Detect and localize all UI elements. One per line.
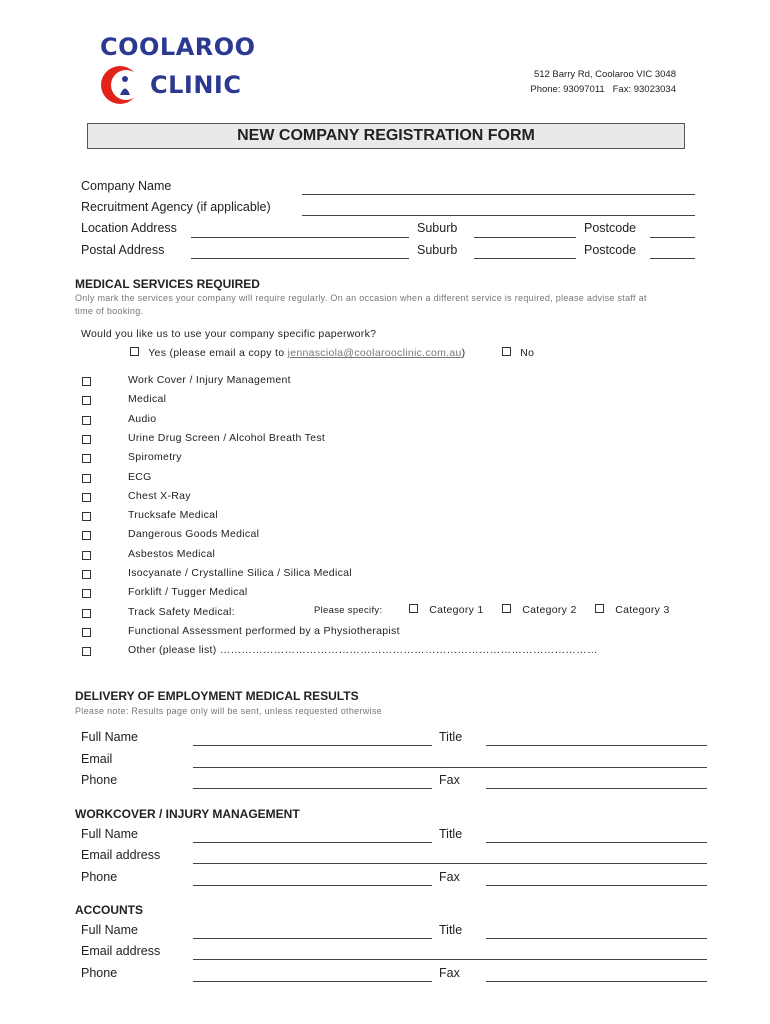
postal-suburb-field[interactable] xyxy=(474,258,576,259)
service-label: Functional Assessment performed by a Physiotherapist xyxy=(128,625,400,637)
paperwork-yes-close: ) xyxy=(461,347,466,359)
clinic-logo xyxy=(100,33,256,105)
address-phone-fax: Phone: 93097011 Fax: 93023034 xyxy=(530,84,676,95)
service-checkbox[interactable] xyxy=(82,531,91,540)
service-label: Forklift / Tugger Medical xyxy=(128,586,248,598)
postal-address-label: Postal Address xyxy=(81,243,165,257)
service-checkbox[interactable] xyxy=(82,493,91,502)
workcover-phone-label: Phone xyxy=(81,870,118,884)
workcover-title-field[interactable] xyxy=(486,842,707,843)
category-3-checkbox[interactable] xyxy=(595,604,604,613)
service-label: Dangerous Goods Medical xyxy=(128,528,260,540)
paperwork-no-checkbox[interactable] xyxy=(502,347,511,356)
accounts-full-name-label: Full Name xyxy=(81,923,138,937)
delivery-fax-label: Fax xyxy=(439,773,460,787)
address-street: 512 Barry Rd, Coolaroo VIC 3048 xyxy=(533,69,676,80)
please-specify-label: Please specify: xyxy=(314,605,383,616)
service-label: Chest X-Ray xyxy=(128,490,191,502)
service-checkbox[interactable] xyxy=(82,589,91,598)
company-name-label: Company Name xyxy=(81,179,172,193)
location-suburb-field[interactable] xyxy=(474,237,576,238)
delivery-note: Please note: Results page only will be sent, unless requested otherwise xyxy=(75,706,382,716)
clinic-address xyxy=(530,67,676,97)
service-checkbox[interactable] xyxy=(82,474,91,483)
workcover-email-field[interactable] xyxy=(193,863,707,864)
workcover-full-name-label: Full Name xyxy=(81,827,138,841)
service-label: Medical xyxy=(128,393,167,405)
logo-crescent-icon xyxy=(100,65,140,105)
paperwork-email-link[interactable]: jennasciola@coolarooclinic.com.au xyxy=(287,347,462,359)
delivery-email-label: Email xyxy=(81,752,113,766)
workcover-email-label: Email address xyxy=(81,848,161,862)
service-label: Isocyanate / Crystalline Silica / Silica Medical xyxy=(128,567,352,579)
service-checkbox[interactable] xyxy=(82,570,91,579)
postal-address-field[interactable] xyxy=(191,258,409,259)
category-1-checkbox[interactable] xyxy=(409,604,418,613)
service-checkbox[interactable] xyxy=(82,647,91,656)
delivery-phone-field[interactable] xyxy=(193,788,432,789)
service-label: Spirometry xyxy=(128,451,182,463)
paperwork-yes-label: Yes (please email a copy to xyxy=(148,347,288,359)
service-label: Work Cover / Injury Management xyxy=(128,374,291,386)
logo-line2: CLINIC xyxy=(150,71,242,99)
paperwork-no-option[interactable] xyxy=(502,347,534,359)
medical-note-line1: Only mark the services your company will require regularly. On an occasion when a different service is required, please advise staff at xyxy=(75,293,647,303)
service-label: Urine Drug Screen / Alcohol Breath Test xyxy=(128,432,326,444)
delivery-fax-field[interactable] xyxy=(486,788,707,789)
service-checkbox[interactable] xyxy=(82,416,91,425)
delivery-full-name-field[interactable] xyxy=(193,745,432,746)
service-label: Asbestos Medical xyxy=(128,548,216,560)
postal-suburb-label: Suburb xyxy=(417,243,458,257)
logo-line1: COOLAROO xyxy=(100,33,256,61)
category-3-option[interactable] xyxy=(595,604,670,616)
form-title: NEW COMPANY REGISTRATION FORM xyxy=(87,123,685,149)
service-checkbox[interactable] xyxy=(82,377,91,386)
company-name-field[interactable] xyxy=(302,194,695,195)
service-checkbox[interactable] xyxy=(82,551,91,560)
accounts-heading: ACCOUNTS xyxy=(75,903,143,917)
delivery-heading: DELIVERY OF EMPLOYMENT MEDICAL RESULTS xyxy=(75,689,359,703)
service-checkbox[interactable] xyxy=(82,512,91,521)
medical-note-line2: time of booking. xyxy=(75,306,144,316)
location-postcode-label: Postcode xyxy=(584,221,637,235)
paperwork-yes-option[interactable] xyxy=(130,347,465,359)
accounts-fax-label: Fax xyxy=(439,966,460,980)
workcover-phone-field[interactable] xyxy=(193,885,432,886)
service-checkbox[interactable] xyxy=(82,609,91,618)
delivery-title-label: Title xyxy=(439,730,463,744)
paperwork-no-label: No xyxy=(520,347,535,359)
medical-services-heading: MEDICAL SERVICES REQUIRED xyxy=(75,277,260,291)
category-1-option[interactable] xyxy=(409,604,484,616)
delivery-title-field[interactable] xyxy=(486,745,707,746)
workcover-full-name-field[interactable] xyxy=(193,842,432,843)
category-1-label: Category 1 xyxy=(429,604,484,616)
accounts-fax-field[interactable] xyxy=(486,981,707,982)
service-checkbox[interactable] xyxy=(82,454,91,463)
service-checkbox[interactable] xyxy=(82,435,91,444)
agency-label: Recruitment Agency (if applicable) xyxy=(81,200,271,214)
accounts-full-name-field[interactable] xyxy=(193,938,432,939)
workcover-fax-field[interactable] xyxy=(486,885,707,886)
paperwork-question: Would you like us to use your company specific paperwork? xyxy=(81,328,377,340)
paperwork-yes-checkbox[interactable] xyxy=(130,347,139,356)
accounts-email-field[interactable] xyxy=(193,959,707,960)
category-2-checkbox[interactable] xyxy=(502,604,511,613)
location-postcode-field[interactable] xyxy=(650,237,695,238)
delivery-full-name-label: Full Name xyxy=(81,730,138,744)
workcover-title-label: Title xyxy=(439,827,463,841)
workcover-fax-label: Fax xyxy=(439,870,460,884)
postal-postcode-label: Postcode xyxy=(584,243,637,257)
accounts-phone-label: Phone xyxy=(81,966,118,980)
service-checkbox[interactable] xyxy=(82,396,91,405)
location-address-field[interactable] xyxy=(191,237,409,238)
location-suburb-label: Suburb xyxy=(417,221,458,235)
category-2-option[interactable] xyxy=(502,604,577,616)
service-label: Trucksafe Medical xyxy=(128,509,218,521)
accounts-phone-field[interactable] xyxy=(193,981,432,982)
service-label: Other (please list) …………………………………………………………………………………………… xyxy=(128,644,598,656)
service-checkbox[interactable] xyxy=(82,628,91,637)
accounts-email-label: Email address xyxy=(81,944,161,958)
location-address-label: Location Address xyxy=(81,221,177,235)
service-label: Track Safety Medical: xyxy=(128,606,235,618)
postal-postcode-field[interactable] xyxy=(650,258,695,259)
workcover-heading: WORKCOVER / INJURY MANAGEMENT xyxy=(75,807,300,821)
service-label: ECG xyxy=(128,471,152,483)
category-2-label: Category 2 xyxy=(522,604,577,616)
agency-field[interactable] xyxy=(302,215,695,216)
accounts-title-field[interactable] xyxy=(486,938,707,939)
service-label: Audio xyxy=(128,413,157,425)
accounts-title-label: Title xyxy=(439,923,463,937)
category-3-label: Category 3 xyxy=(615,604,670,616)
delivery-phone-label: Phone xyxy=(81,773,118,787)
delivery-email-field[interactable] xyxy=(193,767,707,768)
